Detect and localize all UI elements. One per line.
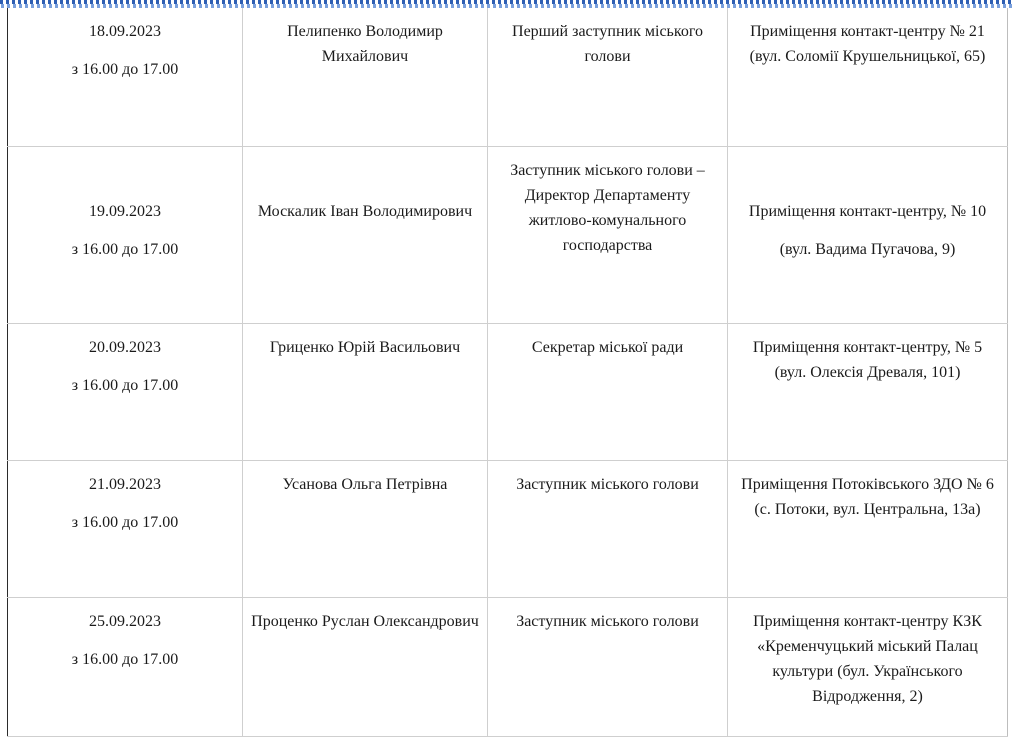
official-name-cell: Усанова Ольга Петрівна <box>243 460 488 597</box>
location-text: Приміщення контакт-центру № 21 <box>750 23 985 40</box>
date-text: 18.09.2023 <box>89 23 161 40</box>
table-row <box>8 460 1008 597</box>
official-name-cell: Проценко Руслан Олександрович <box>243 597 488 736</box>
location-address: (вул. Вадима Пугачова, 9) <box>779 240 956 258</box>
location-cell <box>728 146 1008 323</box>
date-time-cell <box>8 460 243 597</box>
table-row <box>8 146 1008 323</box>
location-cell <box>728 8 1008 146</box>
location-address: (вул. Олексія Древаля, 101) <box>774 363 961 381</box>
location-cell <box>728 323 1008 460</box>
position-cell: Секретар міської ради <box>488 323 728 460</box>
location-text: Приміщення контакт-центру КЗК «Кременчуцький міський Палац культури (бул. Українського Відродження, 2) <box>753 612 982 705</box>
official-name-cell: Москалик Іван Володимирович <box>243 146 488 323</box>
date-text: 20.09.2023 <box>89 338 161 356</box>
time-text: з 16.00 до 17.00 <box>71 61 179 78</box>
location-text: Приміщення контакт-центру, № 10 <box>748 202 987 220</box>
decorative-ornament-border <box>0 0 1012 8</box>
location-cell <box>728 460 1008 597</box>
location-text: Приміщення Потоківського ЗДО № 6 (с. Потоки, вул. Центральна, 13а) <box>741 475 994 518</box>
table-row <box>8 8 1008 146</box>
reception-schedule-table <box>7 8 1008 737</box>
date-text: 25.09.2023 <box>89 612 161 630</box>
table-row <box>8 323 1008 460</box>
time-text: з 16.00 до 17.00 <box>71 240 179 258</box>
position-cell: Перший заступник міського голови <box>488 8 728 146</box>
date-text: 21.09.2023 <box>89 475 161 493</box>
position-cell: Заступник міського голови <box>488 597 728 736</box>
location-address: (вул. Соломії Крушельницької, 65) <box>749 48 986 65</box>
date-time-cell <box>8 146 243 323</box>
date-time-cell <box>8 597 243 736</box>
date-text: 19.09.2023 <box>89 202 161 220</box>
time-text: з 16.00 до 17.00 <box>71 650 179 668</box>
time-text: з 16.00 до 17.00 <box>71 513 179 531</box>
official-name-cell: Пелипенко Володимир Михайлович <box>243 8 488 146</box>
location-cell <box>728 597 1008 736</box>
date-time-cell <box>8 323 243 460</box>
official-name-cell: Гриценко Юрій Васильович <box>243 323 488 460</box>
position-cell: Заступник міського голови <box>488 460 728 597</box>
time-text: з 16.00 до 17.00 <box>71 376 179 394</box>
position-cell: Заступник міського голови – Директор Департаменту житлово-комунального господарства <box>488 146 728 323</box>
date-time-cell <box>8 8 243 146</box>
table-row <box>8 597 1008 736</box>
location-text: Приміщення контакт-центру, № 5 <box>752 338 983 356</box>
